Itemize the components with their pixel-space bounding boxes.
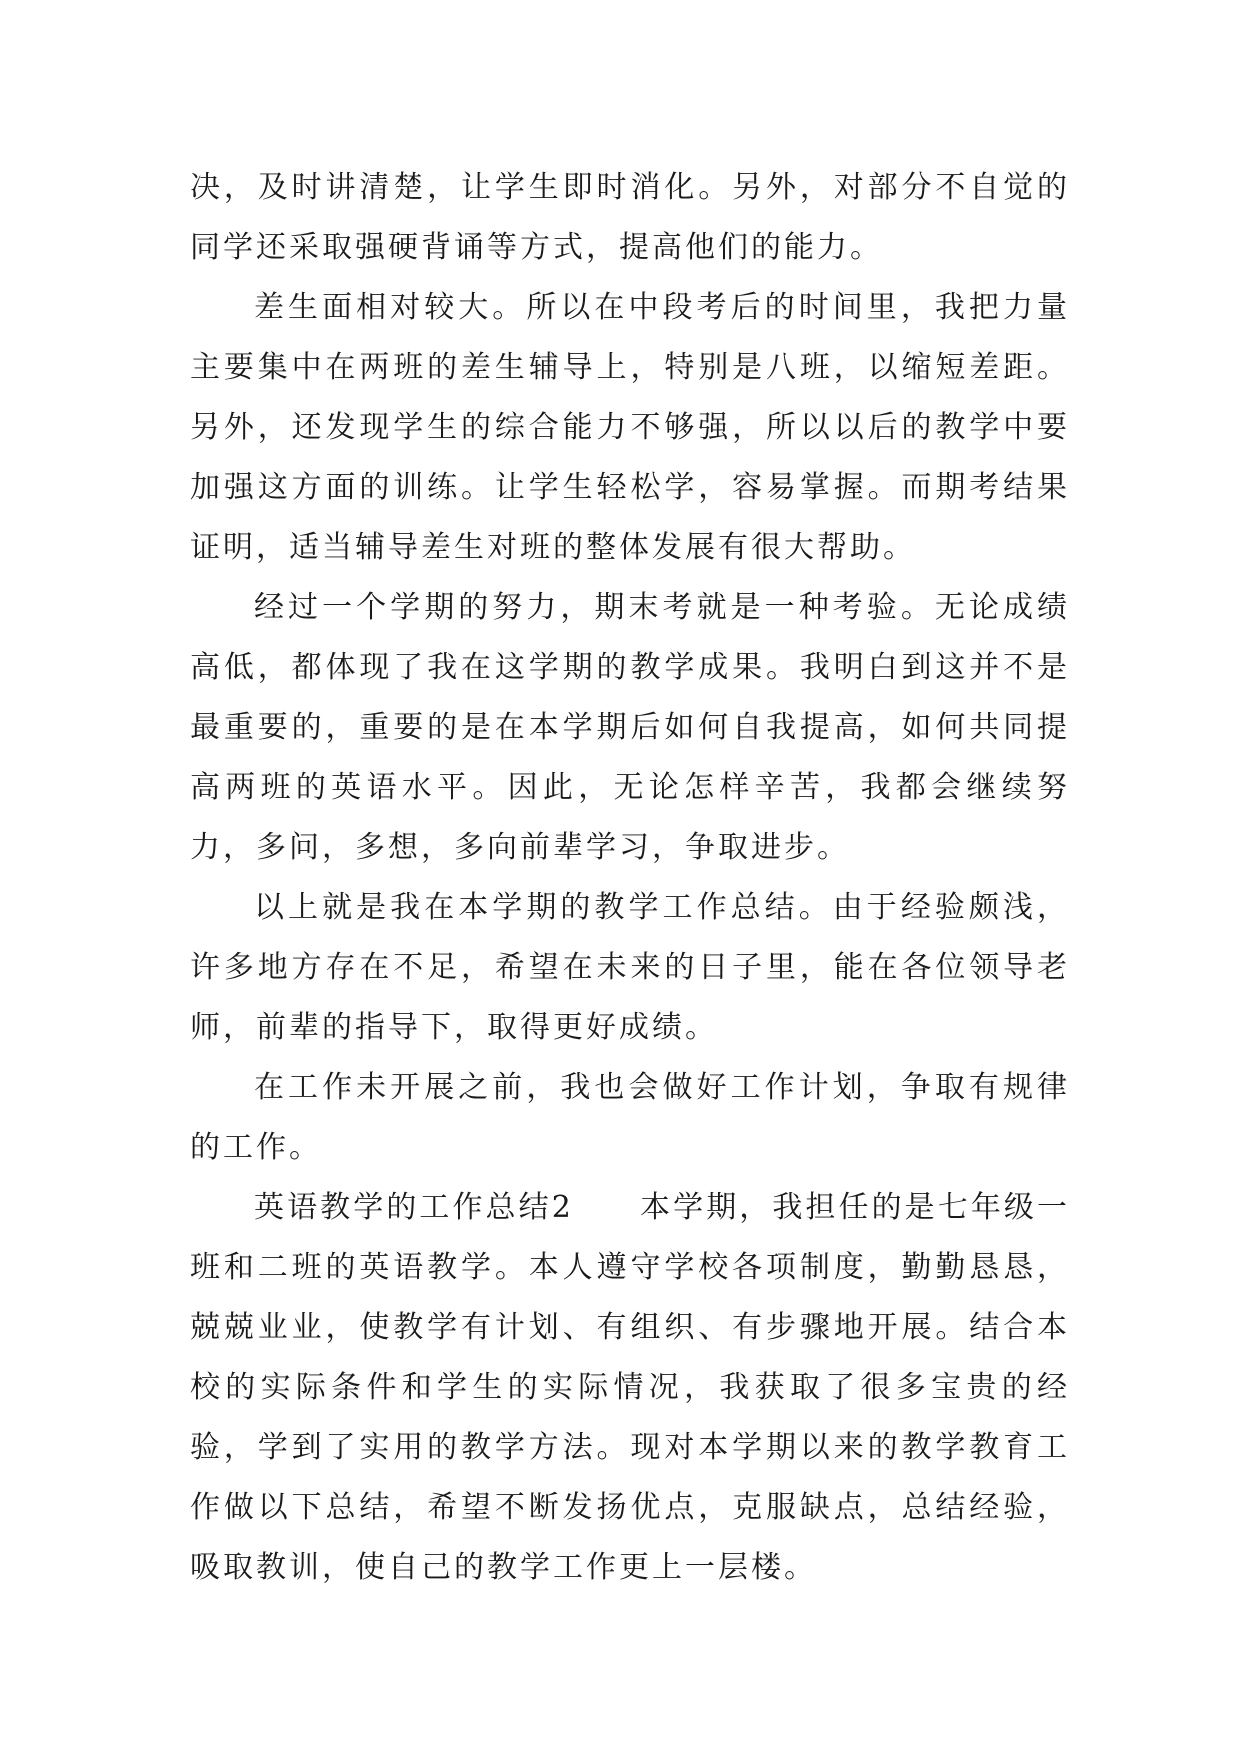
paragraph-continuation: 决，及时讲清楚，让学生即时消化。另外，对部分不自觉的同学还采取强硬背诵等方式，提高他们的能力。 xyxy=(190,170,1070,265)
paragraph-weak-students: 差生面相对较大。所以在中段考后的时间里，我把力量主要集中在两班的差生辅导上，特别是八班，以缩短差距。另外，还发现学生的综合能力不够强，所以以后的教学中要加强这方面的训练。让学生轻松学，容易掌握。而期考结果证明，适当辅导差生对班的整体发展有很大帮助。 xyxy=(190,290,1070,565)
paragraph-final-exam: 经过一个学期的努力，期末考就是一种考验。无论成绩高低，都体现了我在这学期的教学成果。我明白到这并不是最重要的，重要的是在本学期后如何自我提高，如何共同提高两班的英语水平。因此，无论怎样辛苦，我都会继续努力，多问，多想，多向前辈学习，争取进步。 xyxy=(190,590,1070,865)
paragraph-summary-2: 英语教学的工作总结2 本学期，我担任的是七年级一班和二班的英语教学。本人遵守学校各项制度，勤勤恳恳，兢兢业业，使教学有计划、有组织、有步骤地开展。结合本校的实际条件和学生的实际情况，我获取了很多宝贵的经验，学到了实用的教学方法。现对本学期以来的教学教育工作做以下总结，希望不断发扬优点，克服缺点，总结经验，吸取教训，使自己的教学工作更上一层楼。 xyxy=(190,1190,1070,1585)
body-text xyxy=(190,158,1070,1598)
paragraph-work-plan: 在工作未开展之前，我也会做好工作计划，争取有规律的工作。 xyxy=(190,1070,1070,1165)
paragraph-summary: 以上就是我在本学期的教学工作总结。由于经验颇浅，许多地方存在不足，希望在未来的日子里，能在各位领导老师，前辈的指导下，取得更好成绩。 xyxy=(190,890,1070,1045)
